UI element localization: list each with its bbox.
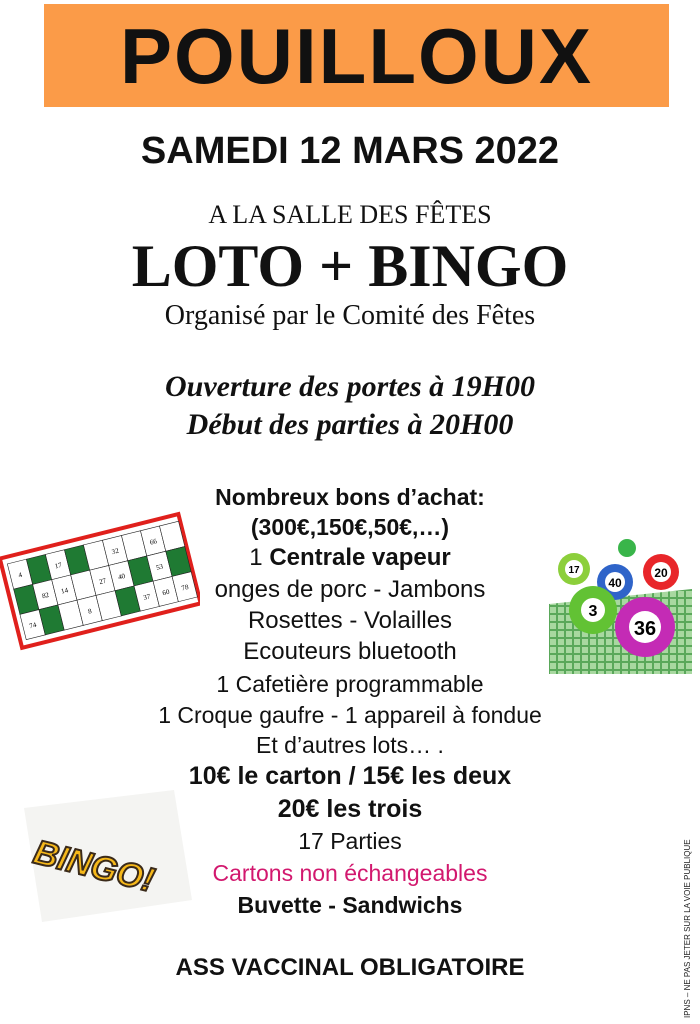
event-title: LOTO + BINGO [131, 233, 569, 299]
price-line-1: 10€ le carton / 15€ les deux [188, 762, 512, 790]
ticket-number: 8 [87, 607, 93, 616]
cartons-note: Cartons non échangeables [212, 860, 488, 886]
ticket-number: 14 [60, 586, 69, 596]
prize-earphones: Ecouteurs bluetooth [243, 638, 457, 665]
prize-croque: 1 Croque gaufre - 1 appareil à fondue [158, 702, 542, 728]
ticket-number: 60 [161, 587, 171, 598]
prize-steam-label: Centrale vapeur [269, 544, 451, 571]
bingo-logo-image [14, 790, 194, 940]
prize-coffee: 1 Cafetière programmable [216, 671, 484, 697]
prize-others: Et d’autres lots… . [256, 732, 444, 758]
vouchers-title: Nombreux bons d’achat: [215, 484, 485, 510]
ticket-number: 53 [155, 562, 165, 572]
ticket-number: 32 [110, 546, 120, 557]
ball-number: 3 [588, 603, 598, 620]
ticket-number: 74 [28, 620, 38, 631]
price-line-2: 20€ les trois [277, 795, 423, 823]
town-title: POUILLOUX [119, 11, 593, 100]
prize-rosettes: Rosettes - Volailles [247, 607, 453, 634]
organizer-text: Organisé par le Comité des Fêtes [164, 300, 536, 331]
health-pass-notice: ASS VACCINAL OBLIGATOIRE [175, 954, 525, 981]
ticket-number: 66 [149, 537, 158, 547]
ball-number: 36 [633, 618, 657, 640]
ball-number: 40 [608, 576, 622, 590]
ball-number: 17 [568, 565, 580, 576]
venue-text: A LA SALLE DES FÊTES [208, 200, 492, 229]
ticket-number: 17 [53, 560, 63, 571]
ipns-side-note: IPNS – NE PAS JETER SUR LA VOIE PUBLIQUE [683, 839, 692, 1018]
ticket-number: 40 [117, 571, 127, 582]
prize-pork: onges de porc - Jambons [214, 576, 486, 603]
ticket-number: 82 [41, 590, 50, 601]
loto-ticket-image [0, 500, 200, 660]
event-date: SAMEDI 12 MARS 2022 [140, 130, 560, 172]
vouchers-amounts: (300€,150€,50€,…) [250, 514, 450, 540]
ticket-number: 4 [17, 570, 23, 580]
bingo-logo-text: BINGO! [29, 833, 159, 900]
ball-number: 20 [654, 566, 668, 580]
prize-steam-count: 1 [249, 544, 263, 571]
refreshments: Buvette - Sandwichs [237, 892, 463, 918]
ticket-number: 27 [98, 576, 107, 587]
doors-time: Ouverture des portes à 19H00 [165, 370, 535, 403]
ticket-number: 78 [180, 582, 190, 593]
start-time: Début des parties à 20H00 [186, 408, 514, 441]
games-count: 17 Parties [298, 828, 402, 854]
bingo-balls-image [549, 534, 692, 674]
ticket-number: 37 [142, 592, 152, 602]
title-banner [44, 4, 669, 107]
